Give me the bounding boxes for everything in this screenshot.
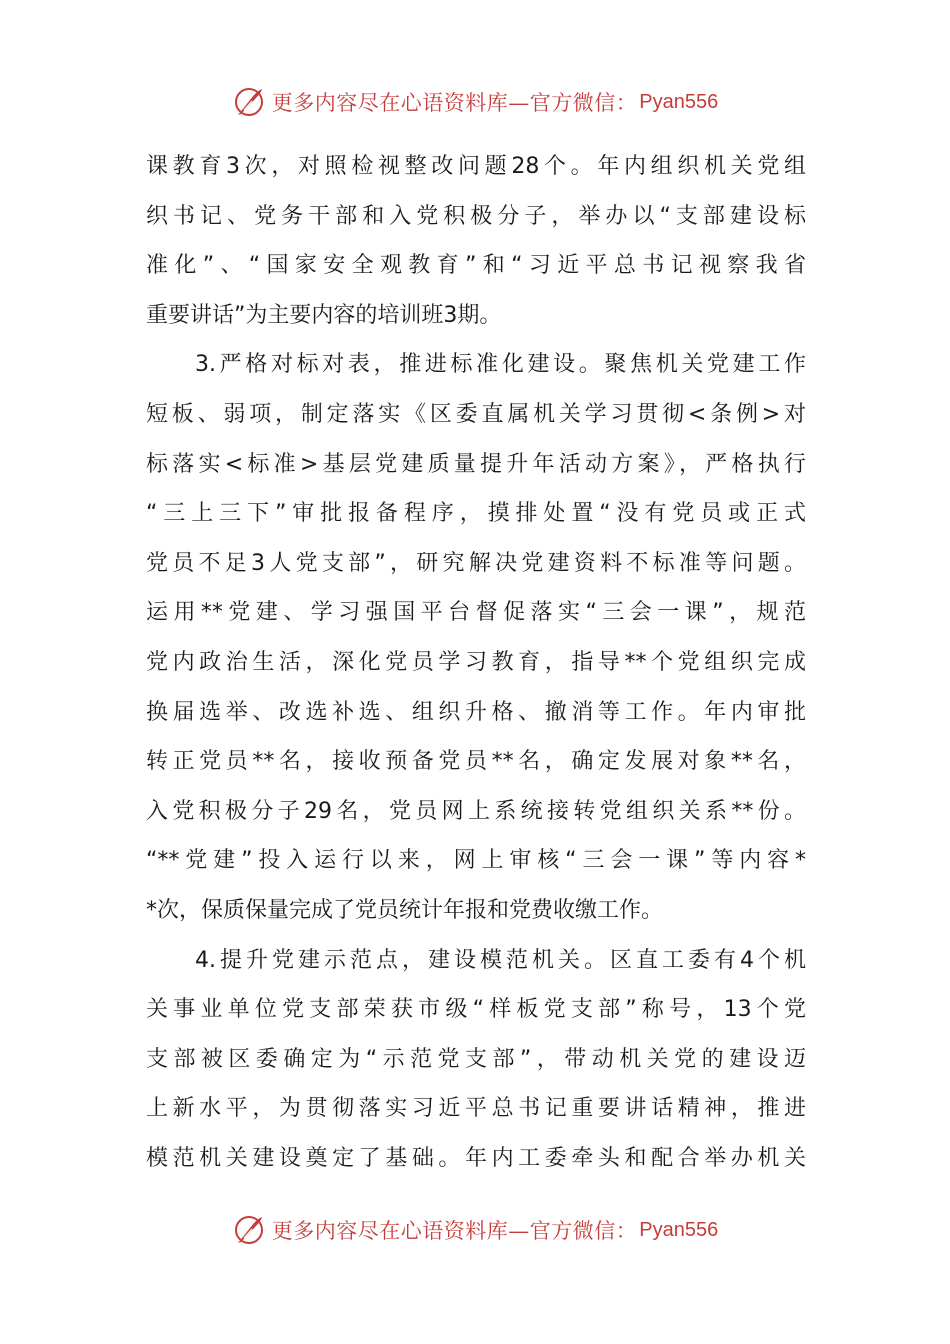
text-line: 入党积极分子29名，党员网上系统接转党组织关系**份。 <box>146 798 806 824</box>
text-line: 模范机关建设奠定了基础。年内工委牵头和配合举办机关 <box>146 1145 806 1171</box>
text-line: 课教育3次，对照检视整改问题28个。年内组织机关党组 <box>146 154 806 179</box>
text-line: 党员不足3人党支部”，研究解决党建资料不标准等问题。 <box>146 550 806 576</box>
text-line: 重要讲话”为主要内容的培训班3期。 <box>146 302 502 328</box>
text-line: 换届选举、改选补选、组织升格、撤消等工作。年内审批 <box>146 699 806 725</box>
header-wechat-id: Pyan556 <box>639 90 719 113</box>
text-line: 支部被区委确定为“示范党支部”，带动机关党的建设迈 <box>146 1046 806 1072</box>
text-line: 关事业单位党支部荣获市级“样板党支部”称号，13个党 <box>146 997 806 1023</box>
text-line: “**党建”投入运行以来，网上审核“三会一课”等内容* <box>146 848 806 874</box>
section-4-heading-line: 4.提升党建示范点，建设模范机关。区直工委有4个机 <box>195 947 806 973</box>
footer-wechat-id: Pyan556 <box>639 1218 719 1241</box>
text-line: 转正党员**名，接收预备党员**名，确定发展对象**名， <box>146 749 806 775</box>
footer-banner-text: 更多内容尽在心语资料库—官方微信： <box>271 1219 638 1243</box>
text-line: 准化”、“国家安全观教育”和“习近平总书记视察我省 <box>146 253 806 279</box>
text-line: 运用**党建、学习强国平台督促落实“三会一课”，规范 <box>146 600 806 626</box>
section-3-heading-line: 3.严格对标对表，推进标准化建设。聚焦机关党建工作 <box>195 352 806 378</box>
footer-banner <box>0 1210 950 1250</box>
text-line: 短板、弱项，制定落实《区委直属机关学习贯彻<条例>对 <box>146 401 806 427</box>
quill-pen-logo-icon <box>232 1213 266 1247</box>
text-line: 上新水平，为贯彻落实习近平总书记重要讲话精神，推进 <box>146 1096 806 1122</box>
quill-pen-logo-icon <box>232 85 266 119</box>
text-line: “三上三下”审批报备程序，摸排处置“没有党员或正式 <box>146 501 806 527</box>
text-line: 织书记、党务干部和入党积极分子，举办以“支部建设标 <box>146 203 806 229</box>
document-body <box>146 142 806 1183</box>
text-line: 党内政治生活，深化党员学习教育，指导**个党组织完成 <box>146 649 806 675</box>
text-line: *次，保质保量完成了党员统计年报和党费收缴工作。 <box>146 897 664 923</box>
text-line: 标落实<标准>基层党建质量提升年活动方案》，严格执行 <box>146 451 806 477</box>
header-banner-text: 更多内容尽在心语资料库—官方微信： <box>271 91 638 115</box>
header-banner <box>0 82 950 122</box>
